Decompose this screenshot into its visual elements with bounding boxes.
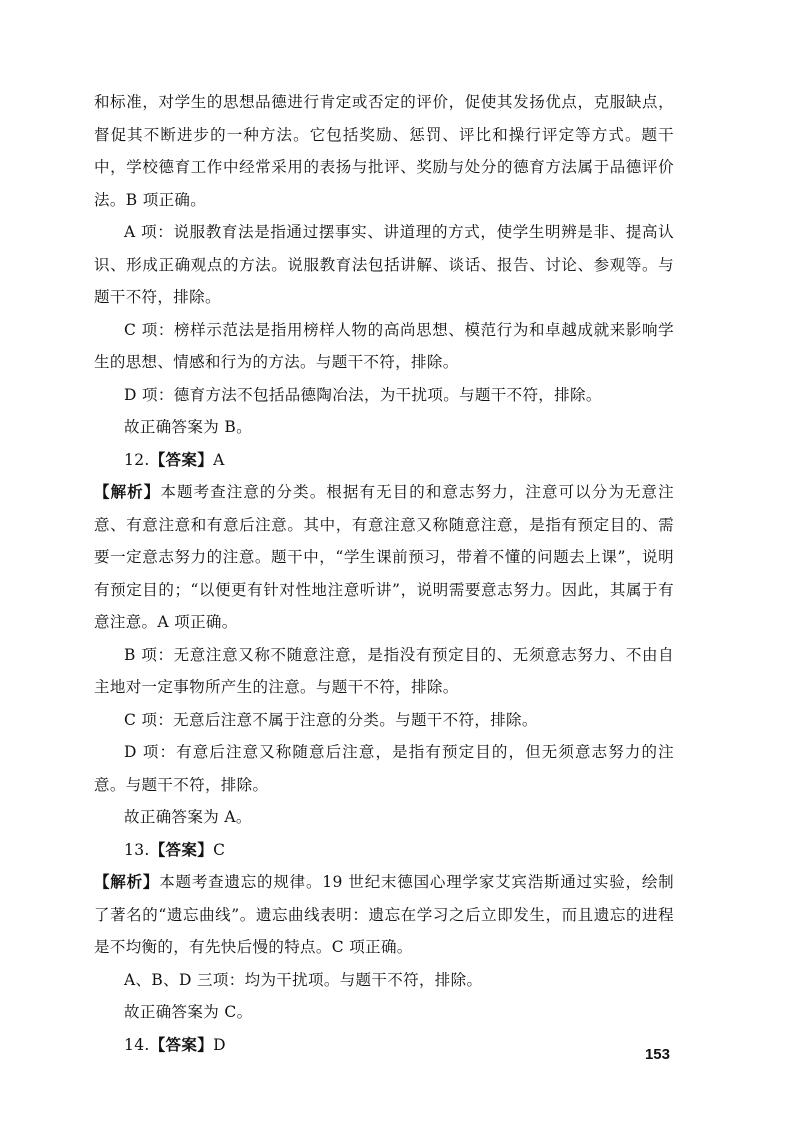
answer-value: D xyxy=(213,1035,226,1054)
paragraph-option-d-cultivation: D 项：德育方法不包括品德陶冶法，为干扰项。与题干不符，排除。 xyxy=(124,385,602,404)
paragraph-option-c-post-involuntary: C 项：无意后注意不属于注意的分类。与题干不符，排除。 xyxy=(124,710,538,729)
paragraph-option-b-involuntary-attention: B 项：无意注意又称不随意注意，是指没有预定目的、无须意志努力、不由自主地对一定事物所产生的注意。与题干不符，排除。 xyxy=(94,645,674,696)
paragraph-options-abd-distractors: A、B、D 三项：均为干扰项。与题干不符，排除。 xyxy=(124,970,483,989)
answer-label: 【答案】 xyxy=(149,449,214,469)
analysis-text: 本题考查注意的分类。根据有无目的和意志努力，注意可以分为无意注意、有意注意和有意后注意。其中，有意注意又称随意注意，是指有预定目的、需要一定意志努力的注意。题干中，“学生课前预习，带着不懂的问题去上课”，说明有预定目的；“以便更有针对性地注意听讲”，说明需要意志努力。因此，其属于有意注意。A 项正确。 xyxy=(94,483,674,631)
paragraph-option-d-post-voluntary: D 项：有意后注意又称随意后注意，是指有预定目的，但无须意志努力的注意。与题干不符，排除。 xyxy=(94,743,674,794)
paragraph-option-a-persuasion: A 项：说服教育法是指通过摆事实、讲道理的方式，使学生明辨是非、提高认识、形成正确观点的方法。说服教育法包括讲解、谈话、报告、讨论、参观等。与题干不符，排除。 xyxy=(94,223,674,306)
paragraph-option-c-role-model: C 项：榜样示范法是指用榜样人物的高尚思想、模范行为和卓越成就来影响学生的思想、情感和行为的方法。与题干不符，排除。 xyxy=(94,320,674,371)
question-12-answer-line xyxy=(94,444,674,477)
paragraph-answer-11-conclusion: 故正确答案为 B。 xyxy=(124,418,252,436)
question-number: 13. xyxy=(124,840,150,859)
question-13-answer-line xyxy=(94,834,674,867)
answer-label: 【答案】 xyxy=(149,839,214,859)
question-number: 12. xyxy=(124,450,150,469)
analysis-label: 【解析】 xyxy=(94,872,160,891)
analysis-label: 【解析】 xyxy=(94,482,161,501)
answer-value: A xyxy=(213,450,225,469)
question-number: 14. xyxy=(124,1035,150,1054)
answer-value: C xyxy=(213,840,226,859)
paragraph-moral-evaluation-method: 和标准，对学生的思想品德进行肯定或否定的评价，促使其发扬优点，克服缺点，督促其不断进步的一种方法。它包括奖励、惩罚、评比和操行评定等方式。题干中，学校德育工作中经常采用的表扬与批评、奖励与处分的德育方法属于品德评价法。B 项正确。 xyxy=(94,93,674,209)
answer-label: 【答案】 xyxy=(149,1034,214,1054)
page-content xyxy=(94,86,674,1061)
question-12-analysis xyxy=(94,476,674,639)
paragraph-answer-13-conclusion: 故正确答案为 C。 xyxy=(124,1003,253,1021)
paragraph-answer-12-conclusion: 故正确答案为 A。 xyxy=(124,808,252,826)
question-13-analysis xyxy=(94,866,674,964)
analysis-text: 本题考查遗忘的规律。19 世纪末德国心理学家艾宾浩斯通过实验，绘制了著名的“遗忘曲线”。遗忘曲线表明：遗忘在学习之后立即发生，而且遗忘的进程是不均衡的，有先快后慢的特点。C 项正确。 xyxy=(94,873,675,956)
page-number: 153 xyxy=(644,1046,670,1063)
question-14-answer-line xyxy=(94,1029,674,1062)
